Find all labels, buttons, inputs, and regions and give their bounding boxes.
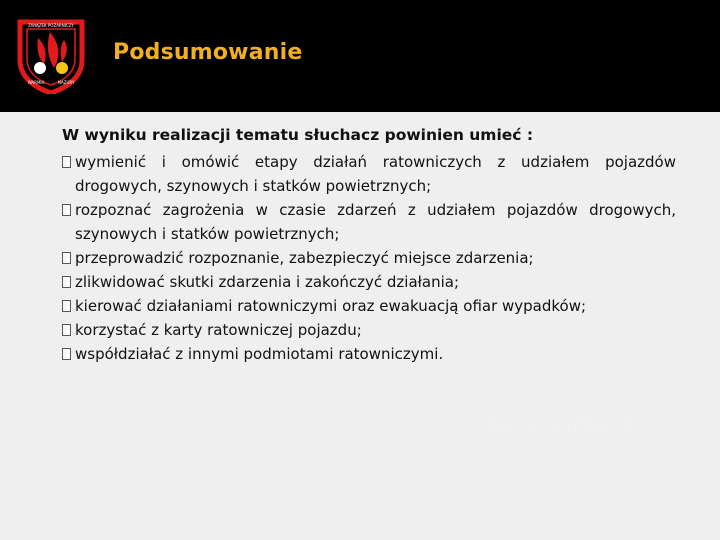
list-item-text: zlikwidować skutki zdarzenia i zakończyć działania;: [75, 273, 460, 291]
lead-text: W wyniku realizacji tematu słuchacz powinien umieć :: [62, 126, 534, 144]
bullet-icon: [62, 324, 71, 336]
header-bar: [0, 0, 720, 112]
outcomes-list: [62, 150, 676, 366]
svg-text:ZWIĄZEK POŻARNICZY: ZWIĄZEK POŻARNICZY: [28, 23, 74, 28]
list-item-text: korzystać z karty ratowniczej pojazdu;: [75, 321, 362, 339]
list-item: [62, 246, 676, 270]
source-line: Pobrano 18.02.2001 ze www.os-psp.olsztyn.pl: [490, 425, 674, 434]
bullet-icon: [62, 276, 71, 288]
list-item-text: przeprowadzić rozpoznanie, zabezpieczyć miejsce zdarzenia;: [75, 249, 534, 267]
list-item-text: rozpoznać zagrożenia w czasie zdarzeń z udziałem pojazdów drogowych, szynowych i statków powietrznych;: [75, 201, 676, 243]
list-item: [62, 150, 676, 198]
summary-content: [62, 125, 676, 366]
list-item: [62, 198, 676, 246]
source-line: Pobrano 18.02.2001 ze www.os-psp.olsztyn.pl: [480, 413, 664, 422]
page-title: Podsumowanie: [113, 40, 303, 65]
source-note: [480, 412, 695, 436]
list-item: [62, 294, 676, 318]
bullet-icon: [62, 156, 71, 168]
bullet-icon: [62, 204, 71, 216]
bullet-icon: [62, 252, 71, 264]
svg-text:WARMIA: WARMIA: [27, 80, 45, 85]
bullet-icon: [62, 300, 71, 312]
list-item-text: współdziałać z innymi podmiotami ratowniczymi.: [75, 345, 444, 363]
bullet-icon: [62, 348, 71, 360]
list-item-text: wymienić i omówić etapy działań ratowniczych z udziałem pojazdów drogowych, szynowych i statków powietrznych;: [75, 153, 676, 195]
list-item-text: kierować działaniami ratowniczymi oraz ewakuacją ofiar wypadków;: [75, 297, 587, 315]
list-item: [62, 342, 676, 366]
list-item: [62, 270, 676, 294]
fire-brigade-logo-icon: [14, 16, 88, 94]
svg-text:MAZURY: MAZURY: [57, 80, 75, 85]
list-item: [62, 318, 676, 342]
